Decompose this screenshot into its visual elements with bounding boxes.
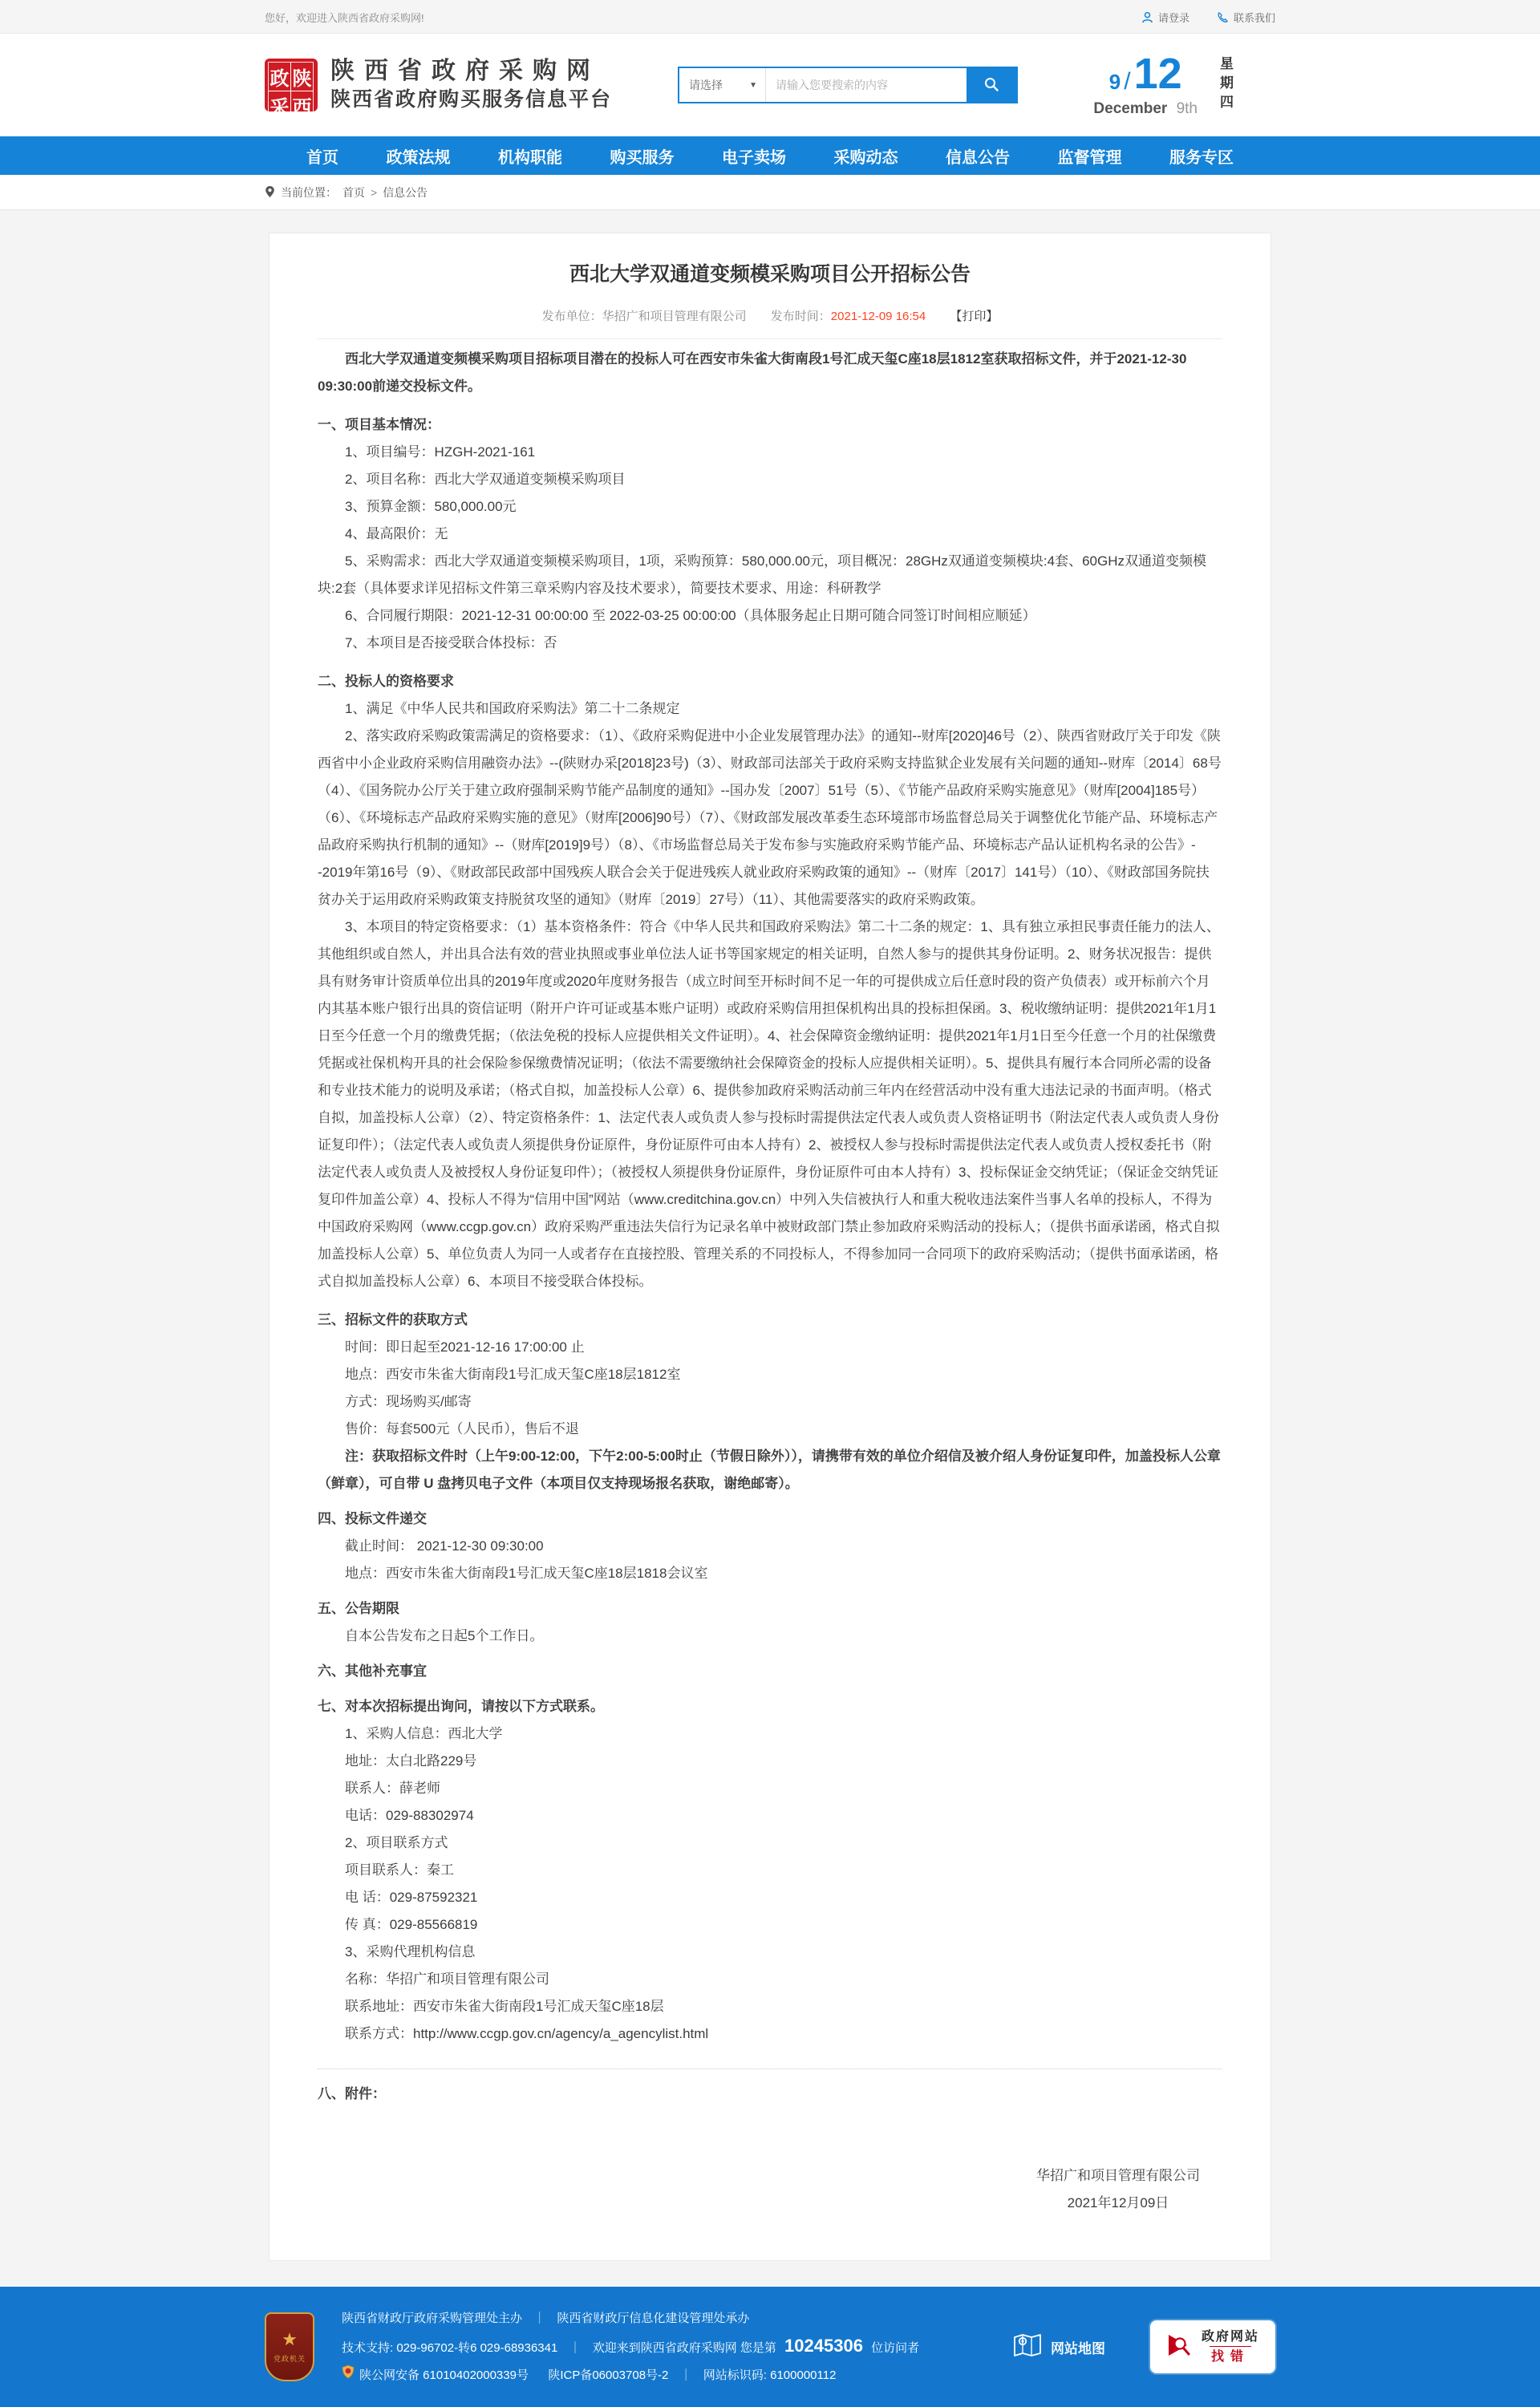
article-line: 7、本项目是否接受联合体投标：否 xyxy=(345,635,557,650)
publisher-label: 发布单位： xyxy=(541,310,602,323)
signature-date: 2021年12月09日 xyxy=(1067,2195,1169,2210)
section-6-heading: 六、其他补充事宜 xyxy=(318,1663,427,1679)
announcement-card xyxy=(269,233,1271,2261)
article-body xyxy=(318,346,1222,2217)
date-slash: / xyxy=(1124,68,1131,95)
article-line: 4、最高限价：无 xyxy=(345,526,448,541)
section-4-heading: 四、投标文件递交 xyxy=(318,1511,427,1526)
logo-seal: 政 陕 采 西 xyxy=(265,59,318,111)
error-report-badge[interactable]: 政府网站 找错 xyxy=(1150,2320,1275,2373)
article-line: 售价：每套500元（人民币），售后不退 xyxy=(345,1421,579,1437)
article-line: 时间：即日起至2021-12-16 17:00:00 止 xyxy=(345,1339,585,1355)
login-button[interactable]: 请登录 xyxy=(1141,10,1189,25)
breadcrumb-current[interactable]: 信息公告 xyxy=(383,186,428,199)
article-line: 自本公告发布之日起5个工作日。 xyxy=(345,1628,544,1643)
article-line: 3、预算金额：580,000.00元 xyxy=(345,499,517,514)
police-badge-icon xyxy=(342,2362,355,2389)
page-title: 西北大学双通道变频模采购项目公开招标公告 xyxy=(569,263,971,286)
article-line: 联系方式：http://www.ccgp.gov.cn/agency/a_agencylist.html xyxy=(345,2026,709,2041)
document-pickup-note: 注：获取招标文件时（上午9:00-12:00，下午2:00-5:00时止（节假日除外）），请携带有效的单位介绍信及被介绍人身份证复印件，加盖投标人公章（鲜章），可自带 U 盘拷贝电子文件（本项目仅支持现场报名获取，谢绝邮寄）。 xyxy=(318,1449,1221,1491)
breadcrumb-bar xyxy=(0,175,1540,210)
article-line: 3、本项目的特定资格要求：（1）基本资格条件：符合《中华人民共和国政府采购法》第二十二条的规定：1、具有独立承担民事责任能力的法人、其他组织或自然人，并出具合法有效的营业执照或事业单位法人证书等国家规定的相关证明，自然人参与的提供其身份证明。2、财务状况报告：提供具有财务审计资质单位出具的2019年度或2020年度财务报告（成立时间至开标时间不足一年的可提供成立后任意时段的资产负债表）或开标前六个月内其基本账户银行出具的资信证明（附开户许可证或基本账户证明）或政府采购信用担保机构出具的投标担保函。3、税收缴纳证明：提供2021年1月1日至今任意一个月的缴费凭据；（依法免税的投标人应提供相关文件证明）。4、社会保障资金缴纳证明：提供2021年1月1日至今任意一个月的社保缴费凭据或社保机构开具的社会保险参保缴费情况证明；（依法不需要缴纳社会保障资金的投标人应提供相关证明）。5、提供具有履行本合同所必需的设备和专业技术能力的说明及承诺；（格式自拟，加盖投标人公章）6、提供参加政府采购活动前三年内在经营活动中没有重大违法记录的书面声明。（格式自拟，加盖投标人公章）（2）、特定资格条件：1、法定代表人或负责人参与投标时需提供法定代表人或负责人资格证明书（附法定代表人或负责人身份证复印件）；（法定代表人或负责人须提供身份证原件，身份证原件可由本人持有）2、被授权人参与投标时需提供法定代表人或负责人授权委托书（附法定代表人或负责人及被授权人身份证复印件）；（被授权人须提供身份证原件，身份证原件可由本人持有）3、投标保证金交纳凭证；（保证金交纳凭证复印件加盖公章）4、投标人不得为“信用中国”网站（www.creditchina.gov.cn）中列入失信被执行人和重大税收违法案件当事人名单的投标人，不得为中国政府采购网（www.ccgp.gov.cn）政府采购严重违法失信行为记录名单中被财政部门禁止参加政府采购活动的投标人；（提供书面承诺函，格式自拟加盖投标人公章）5、单位负责人为同一人或者存在直接控股、管理关系的不同投标人，不得参加同一合同项下的政府采购活动；（提供书面承诺函，格式自拟加盖投标人公章）6、本项目不接受联合体投标。 xyxy=(318,919,1220,1289)
article-line: 传 真：029-85566819 xyxy=(345,1917,478,1932)
nav-item-policy[interactable]: 政策法规 xyxy=(386,148,451,167)
intro-paragraph: 西北大学双通道变频模采购项目招标项目潜在的投标人可在西安市朱雀大街南段1号汇成天玺C座18层1812室获取招标文件，并于2021-12-30 09:30:00前递交投标文件。 xyxy=(318,351,1187,394)
signature-block xyxy=(318,2162,1222,2217)
nav-item-functions[interactable]: 机构职能 xyxy=(498,148,562,167)
visitor-count: 10245306 xyxy=(784,2335,863,2356)
nav-item-e-mall[interactable]: 电子卖场 xyxy=(722,148,786,167)
section-3-heading: 三、招标文件的获取方式 xyxy=(318,1312,468,1327)
sitemap-icon xyxy=(1014,2333,1041,2361)
article-line: 电话：029-88302974 xyxy=(345,1808,474,1823)
section-7-heading: 七、对本次招标提出询问，请按以下方式联系。 xyxy=(318,1699,604,1714)
sitemap-link[interactable]: 网站地图 xyxy=(1014,2333,1105,2361)
article-line: 1、项目编号：HZGH-2021-161 xyxy=(345,444,536,460)
signature-company: 华招广和项目管理有限公司 xyxy=(1036,2168,1200,2183)
nav-item-service-zone[interactable]: 服务专区 xyxy=(1169,148,1234,167)
location-pin-icon xyxy=(265,185,275,201)
breadcrumb-home-link[interactable]: 首页 xyxy=(342,186,365,199)
error-finder-icon xyxy=(1166,2332,1194,2363)
article-line: 5、采购需求：西北大学双通道变频模采购项目，1项，采购预算：580,000.00元，项目概况：28GHz双通道变频模块:4套、60GHz双通道变频模块:2套（具体要求详见招标文件第三章采购内容及技术要求），简要技术要求、用途：科研教学 xyxy=(318,553,1206,596)
section-1-heading: 一、项目基本情况： xyxy=(318,417,440,432)
footer-line-2: 技术支持: 029-96702-转6 029-68936341 ｜ 欢迎来到陕西省政府采购网 您是第 10245306 位访问者 xyxy=(342,2335,920,2356)
site-title: 陕西省政府采购网 xyxy=(330,58,600,84)
article-line: 地点：西安市朱雀大街南段1号汇成天玺C座18层1818会议室 xyxy=(345,1566,708,1581)
welcome-text: 您好，欢迎进入陕西省政府采购网! xyxy=(265,11,424,24)
publisher-value: 华招广和项目管理有限公司 xyxy=(602,310,747,323)
article-line: 截止时间： 2021-12-30 09:30:00 xyxy=(345,1538,544,1554)
topbar xyxy=(0,0,1540,34)
article-line: 2、项目名称：西北大学双通道变频模采购项目 xyxy=(345,472,626,487)
party-gov-emblem: ★ 党政机关 xyxy=(265,2312,314,2381)
date-month-number: 9 xyxy=(1108,70,1121,94)
meta-divider xyxy=(318,338,1222,339)
nav-item-home[interactable]: 首页 xyxy=(306,148,338,167)
article-line: 6、合同履行期限：2021-12-31 00:00:00 至 2022-03-25 00:00:00（具体服务起止日期可随合同签订时间相应顺延） xyxy=(345,608,1036,623)
nav-item-announcements[interactable]: 信息公告 xyxy=(946,148,1010,167)
phone-icon xyxy=(1217,11,1229,23)
nav-item-supervision[interactable]: 监督管理 xyxy=(1057,148,1122,167)
article-line: 2、项目联系方式 xyxy=(345,1835,448,1850)
search-button[interactable] xyxy=(967,68,1016,102)
article-line: 地址：太白北路229号 xyxy=(345,1753,477,1769)
search-input[interactable] xyxy=(766,68,967,102)
section-2-heading: 二、投标人的资格要求 xyxy=(318,674,454,689)
footer-line-1: 陕西省财政厅政府采购管理处主办 ｜ 陕西省财政厅信息化建设管理处承办 xyxy=(342,2311,750,2325)
search-icon xyxy=(983,76,999,95)
search-category-select[interactable]: 请选择 ▼ xyxy=(679,68,766,102)
nav-item-procurement-news[interactable]: 采购动态 xyxy=(833,148,898,167)
article-line: 名称：华招广和项目管理有限公司 xyxy=(345,1971,549,1987)
chevron-down-icon: ▼ xyxy=(749,80,758,90)
header xyxy=(0,34,1540,136)
article-line: 方式：现场购买/邮寄 xyxy=(345,1394,472,1409)
article-line: 项目联系人：秦工 xyxy=(345,1862,454,1878)
article-line: 联系地址：西安市朱雀大街南段1号汇成天玺C座18层 xyxy=(345,1999,664,2014)
main-nav xyxy=(0,136,1540,175)
article-line: 1、满足《中华人民共和国政府采购法》第二十二条规定 xyxy=(345,701,680,716)
article-line: 2、落实政府采购政策需满足的资格要求：（1）、《政府采购促进中小企业发展管理办法》的通知--财库[2020]46号（2）、陕西省财政厅关于印发《陕西省中小企业政府采购信用融资办法》--(陕财办采[2018]23号)（3）、财政部司法部关于政府采购支持监狱企业发展有关问题的通知--财库〔2014〕68号（4）、《国务院办公厅关于建立政府强制采购节能产品制度的通知》--国办发〔2007〕51号（5）、《节能产品政府采购实施意见》（财库[2004]185号）（6）、《环境标志产品政府采购实施的意见》（财库[2006]90号）（7）、《财政部发展改革委生态环境部市场监督总局关于调整优化节能产品、环境标志产品政府采购执行机制的通知》--（财库[2019]9号）（8）、《市场监督总局关于发布参与实施政府采购节能产品、环境标志产品认证机构名录的公告》--2019年第16号（9）、《财政部民政部中国残疾人联合会关于促进残疾人就业政府采购政策的通知》--（财库〔2017〕141号）（10）、《财政部国务院扶贫办关于运用政府采购政策支持脱贫攻坚的通知》（财库〔2019〕27号）（11）、其他需要落实的政府采购政策。 xyxy=(318,728,1222,907)
date-day-ordinal: 9th xyxy=(1176,100,1198,117)
date-weekday: 星期四 xyxy=(1218,56,1233,114)
article-line: 3、采购代理机构信息 xyxy=(345,1944,476,1959)
date-widget xyxy=(1093,52,1275,118)
breadcrumb-separator: > xyxy=(371,186,378,199)
footer xyxy=(0,2287,1540,2407)
publish-time-value: 2021-12-09 16:54 xyxy=(830,310,926,323)
site-logo[interactable] xyxy=(265,57,613,119)
article-meta xyxy=(318,307,1222,324)
contact-us-button[interactable]: 联系我们 xyxy=(1217,10,1275,25)
main-area xyxy=(0,210,1540,2287)
article-line: 地点：西安市朱雀大街南段1号汇成天玺C座18层1812室 xyxy=(345,1367,681,1382)
footer-line-3: 陕公网安备 61010402000339号 陕ICP备06003708号-2 ｜ 网站标识码: 6100000112 xyxy=(342,2362,919,2389)
article-line: 联系人：薛老师 xyxy=(345,1781,440,1796)
star-icon: ★ xyxy=(282,2328,298,2349)
publish-time-label: 发布时间： xyxy=(770,310,831,323)
nav-item-purchase-service[interactable]: 购买服务 xyxy=(610,148,675,167)
date-day-number: 12 xyxy=(1133,50,1182,98)
print-button[interactable]: 【打印】 xyxy=(950,310,999,323)
section-8-heading: 八、附件： xyxy=(318,2086,386,2101)
article-line: 1、采购人信息：西北大学 xyxy=(345,1726,503,1741)
date-month-name: December xyxy=(1093,100,1168,117)
section-5-heading: 五、公告期限 xyxy=(318,1601,399,1616)
site-subtitle: 陕西省政府购买服务信息平台 xyxy=(330,88,613,111)
search-box xyxy=(678,67,1018,103)
user-icon xyxy=(1141,11,1153,23)
breadcrumb-label: 当前位置： xyxy=(281,186,337,199)
article-line: 电 话：029-87592321 xyxy=(345,1890,478,1905)
